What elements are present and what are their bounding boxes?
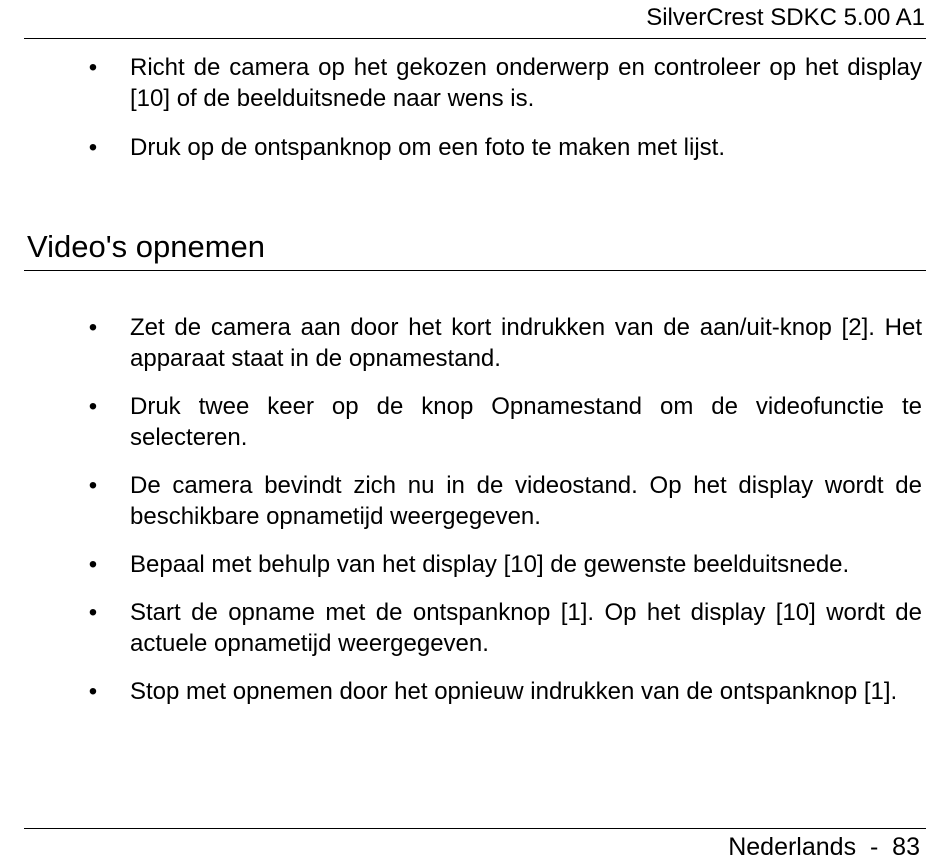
bullet-icon: • <box>88 678 98 705</box>
bullet-icon: • <box>88 393 98 420</box>
section-heading: Video's opnemen <box>27 229 266 264</box>
list-item-text: Bepaal met behulp van het display [10] de gewenste beelduitsnede. <box>130 551 850 578</box>
video-steps-list <box>0 312 950 724</box>
running-header: SilverCrest SDKC 5.00 A1 <box>646 4 925 31</box>
footer-rule <box>24 828 926 829</box>
list-item-text: Druk twee keer op de knop Opnamestand om de videofunctie te selecteren. <box>130 393 922 451</box>
list-item <box>0 597 950 659</box>
bullet-icon: • <box>88 599 98 626</box>
list-item <box>0 470 950 532</box>
list-item-text: De camera bevindt zich nu in de videostand. Op het display wordt de beschikbare opnametijd weergegeven. <box>130 472 922 530</box>
header-rule <box>24 38 926 39</box>
list-item <box>0 549 950 580</box>
bullet-icon: • <box>88 551 98 578</box>
list-item-text: Richt de camera op het gekozen onderwerp en controleer op het display [10] of de beelduitsnede naar wens is. <box>130 54 922 112</box>
list-item-text: Start de opname met de ontspanknop [1]. Op het display [10] wordt de actuele opnametijd weergegeven. <box>130 599 922 657</box>
bullet-icon: • <box>88 472 98 499</box>
list-item <box>0 312 950 374</box>
list-item-text: Zet de camera aan door het kort indrukken van de aan/uit-knop [2]. Het apparaat staat in de opnamestand. <box>130 314 922 372</box>
section-rule <box>24 270 926 271</box>
list-item <box>0 391 950 453</box>
list-item <box>0 132 950 163</box>
intro-bullet-list <box>0 52 950 163</box>
list-item-text: Stop met opnemen door het opnieuw indrukken van de ontspanknop [1]. <box>130 678 898 705</box>
bullet-icon: • <box>88 314 98 341</box>
bullet-icon: • <box>88 54 98 81</box>
list-item <box>0 676 950 707</box>
page-footer: Nederlands - 83 <box>728 833 920 861</box>
list-item <box>0 52 950 114</box>
bullet-icon: • <box>88 134 98 161</box>
list-item-text: Druk op de ontspanknop om een foto te maken met lijst. <box>130 134 725 161</box>
